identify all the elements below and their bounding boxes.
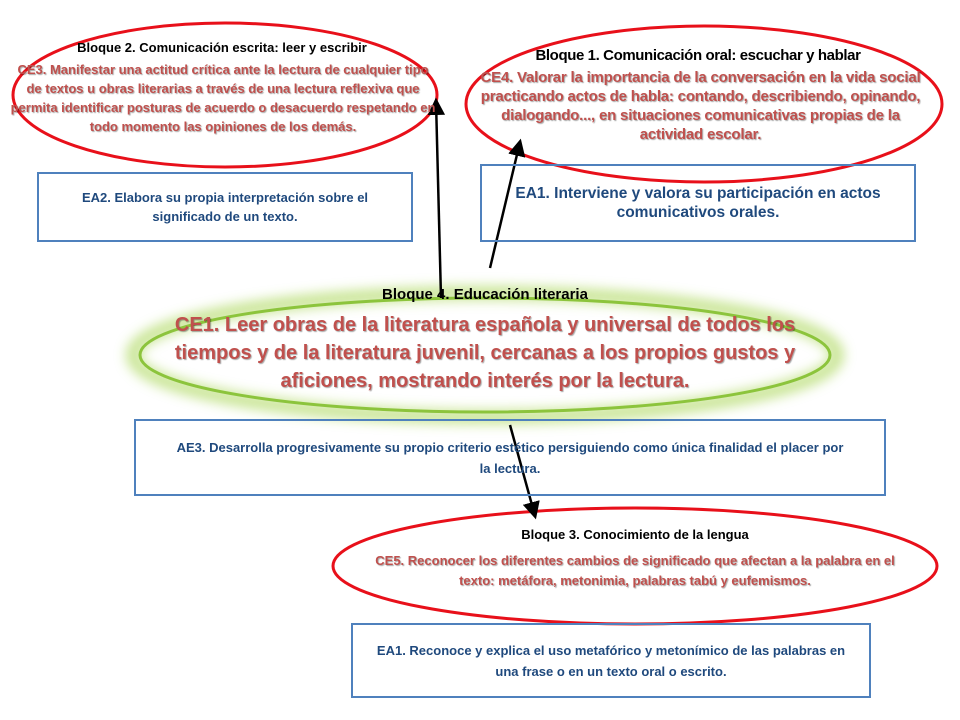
block1-standard: EA1. Interviene y valora su participación en actos comunicativos orales. [515, 185, 881, 221]
center-standard-box [134, 419, 886, 496]
block1-criterion: CE4. Valorar la importancia de la conversación en la vida social practicando actos de habla: contando, describiendo, opinando, dialogando..., en situaciones comunicativas propias de la actividad escolar. [480, 69, 921, 143]
center-title: Bloque 4. Educación literaria [382, 286, 588, 303]
block3-standard-box [351, 623, 871, 698]
block2-title: Bloque 2. Comunicación escrita: leer y escribir [77, 40, 367, 55]
block2-standard: EA2. Elabora su propia interpretación sobre el significado de un texto. [81, 190, 369, 224]
arrow-to-block2 [436, 101, 441, 298]
block3-criterion: CE5. Reconocer los diferentes cambios de significado que afectan a la palabra en el texto: metáfora, metonimia, palabras tabú y eufemismos. [375, 553, 895, 588]
block2-criterion: CE3. Manifestar una actitud crítica ante la lectura de cualquier tipo de textos u obras literarias a través de una lectura reflexiva que permita identificar posturas de acuerdo o desacuerdo respetando en todo momento las opiniones de los demás. [10, 62, 436, 134]
block1-standard-box [480, 164, 916, 242]
center-standard: AE3. Desarrolla progresivamente su propio criterio estético persiguiendo como única finalidad el placer por la lectura. [176, 439, 844, 476]
block3-title: Bloque 3. Conocimiento de la lengua [521, 527, 749, 542]
center-criterion: CE1. Leer obras de la literatura española y universal de todos los tiempos y de la literatura juvenil, cercanas a los propios gustos y aficiones, mostrando interés por la lectura. [174, 314, 796, 392]
block1-title: Bloque 1. Comunicación oral: escuchar y hablar [535, 47, 861, 64]
block3-standard: EA1. Reconoce y explica el uso metafórico y metonímico de las palabras en una frase o en un texto oral o escrito. [376, 642, 846, 679]
block2-standard-box [37, 172, 413, 242]
